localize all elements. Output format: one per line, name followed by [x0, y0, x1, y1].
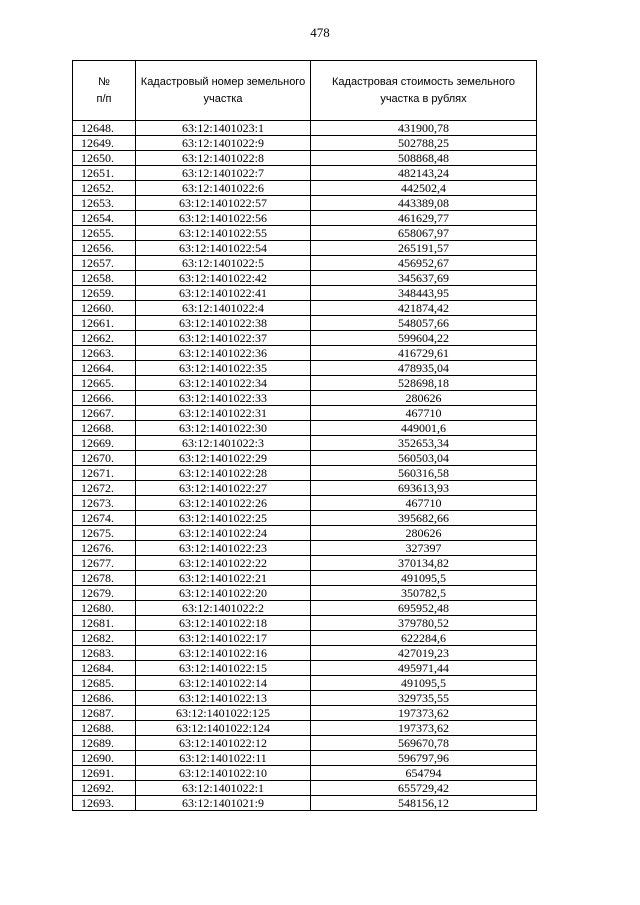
cadastral-number-cell: 63:12:1401022:7 — [136, 166, 311, 181]
table-row — [73, 361, 537, 376]
cadastral-value-cell: 442502,4 — [311, 181, 537, 196]
cadastral-value-table — [72, 60, 537, 811]
row-number-cell: 12689. — [73, 736, 136, 751]
table-row — [73, 391, 537, 406]
table-row — [73, 136, 537, 151]
row-number-cell: 12652. — [73, 181, 136, 196]
cadastral-value-cell: 456952,67 — [311, 256, 537, 271]
row-number-cell: 12655. — [73, 226, 136, 241]
row-number-cell: 12659. — [73, 286, 136, 301]
table-row — [73, 511, 537, 526]
cadastral-value-cell: 379780,52 — [311, 616, 537, 631]
table-row — [73, 736, 537, 751]
row-number-cell: 12690. — [73, 751, 136, 766]
cadastral-value-cell: 348443,95 — [311, 286, 537, 301]
cadastral-value-cell: 327397 — [311, 541, 537, 556]
table-row — [73, 421, 537, 436]
table-row — [73, 226, 537, 241]
cadastral-number-cell: 63:12:1401022:18 — [136, 616, 311, 631]
row-number-cell: 12667. — [73, 406, 136, 421]
cadastral-value-cell: 508868,48 — [311, 151, 537, 166]
cadastral-value-cell: 329735,55 — [311, 691, 537, 706]
cadastral-value-cell: 548057,66 — [311, 316, 537, 331]
cadastral-number-cell: 63:12:1401022:55 — [136, 226, 311, 241]
table-row — [73, 376, 537, 391]
table-row — [73, 541, 537, 556]
table-row — [73, 676, 537, 691]
row-number-cell: 12658. — [73, 271, 136, 286]
cadastral-value-cell: 197373,62 — [311, 721, 537, 736]
cadastral-value-cell: 482143,24 — [311, 166, 537, 181]
cadastral-value-cell: 599604,22 — [311, 331, 537, 346]
row-number-cell: 12680. — [73, 601, 136, 616]
cadastral-number-cell: 63:12:1401022:2 — [136, 601, 311, 616]
cadastral-value-cell: 548156,12 — [311, 796, 537, 811]
cadastral-number-cell: 63:12:1401022:125 — [136, 706, 311, 721]
cadastral-value-cell: 495971,44 — [311, 661, 537, 676]
table-row — [73, 721, 537, 736]
row-number-cell: 12654. — [73, 211, 136, 226]
row-number-cell: 12656. — [73, 241, 136, 256]
row-number-cell: 12684. — [73, 661, 136, 676]
row-number-cell: 12670. — [73, 451, 136, 466]
cadastral-number-cell: 63:12:1401022:26 — [136, 496, 311, 511]
cadastral-number-cell: 63:12:1401022:57 — [136, 196, 311, 211]
cadastral-value-cell: 443389,08 — [311, 196, 537, 211]
row-number-cell: 12674. — [73, 511, 136, 526]
cadastral-value-cell: 560503,04 — [311, 451, 537, 466]
cadastral-value-cell: 693613,93 — [311, 481, 537, 496]
table-row — [73, 601, 537, 616]
table-row — [73, 661, 537, 676]
row-number-cell: 12660. — [73, 301, 136, 316]
table-row — [73, 556, 537, 571]
cadastral-value-cell: 560316,58 — [311, 466, 537, 481]
table-row — [73, 406, 537, 421]
cadastral-number-cell: 63:12:1401022:1 — [136, 781, 311, 796]
row-number-cell: 12662. — [73, 331, 136, 346]
row-number-cell: 12648. — [73, 121, 136, 136]
cadastral-value-cell: 467710 — [311, 406, 537, 421]
row-number-cell: 12653. — [73, 196, 136, 211]
table-row — [73, 436, 537, 451]
row-number-cell: 12651. — [73, 166, 136, 181]
cadastral-number-cell: 63:12:1401022:5 — [136, 256, 311, 271]
cadastral-number-cell: 63:12:1401022:27 — [136, 481, 311, 496]
cadastral-number-cell: 63:12:1401022:3 — [136, 436, 311, 451]
row-number-cell: 12679. — [73, 586, 136, 601]
cadastral-number-cell: 63:12:1401022:8 — [136, 151, 311, 166]
table-row — [73, 751, 537, 766]
cadastral-number-cell: 63:12:1401022:37 — [136, 331, 311, 346]
row-number-cell: 12663. — [73, 346, 136, 361]
row-number-cell: 12650. — [73, 151, 136, 166]
table-row — [73, 466, 537, 481]
row-number-cell: 12666. — [73, 391, 136, 406]
table-row — [73, 616, 537, 631]
cadastral-number-cell: 63:12:1401022:33 — [136, 391, 311, 406]
row-number-cell: 12678. — [73, 571, 136, 586]
table-row — [73, 316, 537, 331]
cadastral-value-cell: 491095,5 — [311, 676, 537, 691]
table-row — [73, 271, 537, 286]
row-number-cell: 12669. — [73, 436, 136, 451]
cadastral-number-cell: 63:12:1401021:9 — [136, 796, 311, 811]
cadastral-value-cell: 280626 — [311, 526, 537, 541]
header-row-number — [73, 61, 136, 121]
row-number-cell: 12677. — [73, 556, 136, 571]
cadastral-value-cell: 395682,66 — [311, 511, 537, 526]
table-row — [73, 496, 537, 511]
cadastral-value-cell: 478935,04 — [311, 361, 537, 376]
table-row — [73, 256, 537, 271]
cadastral-number-cell: 63:12:1401023:1 — [136, 121, 311, 136]
cadastral-number-cell: 63:12:1401022:38 — [136, 316, 311, 331]
table-row — [73, 571, 537, 586]
table-row — [73, 781, 537, 796]
header-pp: п/п — [96, 92, 112, 105]
row-number-cell: 12672. — [73, 481, 136, 496]
cadastral-value-cell: 421874,42 — [311, 301, 537, 316]
cadastral-value-cell: 596797,96 — [311, 751, 537, 766]
table-row — [73, 766, 537, 781]
row-number-cell: 12692. — [73, 781, 136, 796]
cadastral-value-cell: 654794 — [311, 766, 537, 781]
table-row — [73, 586, 537, 601]
cadastral-number-cell: 63:12:1401022:16 — [136, 646, 311, 661]
table-row — [73, 181, 537, 196]
cadastral-value-cell: 467710 — [311, 496, 537, 511]
row-number-cell: 12693. — [73, 796, 136, 811]
cadastral-number-cell: 63:12:1401022:30 — [136, 421, 311, 436]
row-number-cell: 12665. — [73, 376, 136, 391]
cadastral-number-cell: 63:12:1401022:12 — [136, 736, 311, 751]
page-number: 478 — [310, 25, 330, 40]
cadastral-number-cell: 63:12:1401022:10 — [136, 766, 311, 781]
cadastral-value-cell: 265191,57 — [311, 241, 537, 256]
header-number-sign: № — [98, 75, 110, 88]
row-number-cell: 12661. — [73, 316, 136, 331]
cadastral-number-cell: 63:12:1401022:22 — [136, 556, 311, 571]
table-row — [73, 796, 537, 811]
cadastral-number-cell: 63:12:1401022:11 — [136, 751, 311, 766]
row-number-cell: 12668. — [73, 421, 136, 436]
row-number-cell: 12675. — [73, 526, 136, 541]
cadastral-number-cell: 63:12:1401022:35 — [136, 361, 311, 376]
cadastral-number-cell: 63:12:1401022:25 — [136, 511, 311, 526]
cadastral-value-cell: 502788,25 — [311, 136, 537, 151]
cadastral-value-cell: 655729,42 — [311, 781, 537, 796]
cadastral-value-cell: 622284,6 — [311, 631, 537, 646]
cadastral-number-cell: 63:12:1401022:17 — [136, 631, 311, 646]
table-row — [73, 346, 537, 361]
table-header-row — [73, 61, 537, 121]
table-row — [73, 286, 537, 301]
row-number-cell: 12664. — [73, 361, 136, 376]
table-row — [73, 241, 537, 256]
table-row — [73, 691, 537, 706]
cadastral-number-cell: 63:12:1401022:56 — [136, 211, 311, 226]
cadastral-number-cell: 63:12:1401022:54 — [136, 241, 311, 256]
row-number-cell: 12683. — [73, 646, 136, 661]
cadastral-number-cell: 63:12:1401022:36 — [136, 346, 311, 361]
table-row — [73, 151, 537, 166]
table-row — [73, 646, 537, 661]
cadastral-value-cell: 345637,69 — [311, 271, 537, 286]
cadastral-number-cell: 63:12:1401022:24 — [136, 526, 311, 541]
cadastral-value-cell: 658067,97 — [311, 226, 537, 241]
cadastral-number-cell: 63:12:1401022:34 — [136, 376, 311, 391]
table-row — [73, 196, 537, 211]
table-row — [73, 301, 537, 316]
cadastral-value-cell: 528698,18 — [311, 376, 537, 391]
row-number-cell: 12685. — [73, 676, 136, 691]
table-row — [73, 706, 537, 721]
table-row — [73, 526, 537, 541]
row-number-cell: 12673. — [73, 496, 136, 511]
cadastral-number-cell: 63:12:1401022:29 — [136, 451, 311, 466]
row-number-cell: 12671. — [73, 466, 136, 481]
cadastral-number-cell: 63:12:1401022:124 — [136, 721, 311, 736]
cadastral-value-cell: 461629,77 — [311, 211, 537, 226]
cadastral-number-cell: 63:12:1401022:41 — [136, 286, 311, 301]
row-number-cell: 12649. — [73, 136, 136, 151]
cadastral-number-cell: 63:12:1401022:28 — [136, 466, 311, 481]
cadastral-number-cell: 63:12:1401022:4 — [136, 301, 311, 316]
header-cadastral-number: Кадастровый номер земельного участка — [136, 61, 311, 121]
cadastral-value-cell: 569670,78 — [311, 736, 537, 751]
cadastral-number-cell: 63:12:1401022:23 — [136, 541, 311, 556]
row-number-cell: 12688. — [73, 721, 136, 736]
cadastral-number-cell: 63:12:1401022:20 — [136, 586, 311, 601]
cadastral-number-cell: 63:12:1401022:15 — [136, 661, 311, 676]
table-row — [73, 451, 537, 466]
cadastral-number-cell: 63:12:1401022:31 — [136, 406, 311, 421]
table-body — [73, 121, 537, 811]
table-row — [73, 211, 537, 226]
row-number-cell: 12687. — [73, 706, 136, 721]
table-row — [73, 631, 537, 646]
cadastral-value-cell: 280626 — [311, 391, 537, 406]
cadastral-number-cell: 63:12:1401022:42 — [136, 271, 311, 286]
table-row — [73, 121, 537, 136]
cadastral-value-cell: 449001,6 — [311, 421, 537, 436]
cadastral-number-cell: 63:12:1401022:21 — [136, 571, 311, 586]
cadastral-value-cell: 695952,48 — [311, 601, 537, 616]
cadastral-value-cell: 350782,5 — [311, 586, 537, 601]
cadastral-value-cell: 197373,62 — [311, 706, 537, 721]
cadastral-number-cell: 63:12:1401022:14 — [136, 676, 311, 691]
cadastral-value-cell: 416729,61 — [311, 346, 537, 361]
header-cadastral-value: Кадастровая стоимость земельного участка в рублях — [311, 61, 537, 121]
row-number-cell: 12681. — [73, 616, 136, 631]
table-row — [73, 166, 537, 181]
cadastral-number-cell: 63:12:1401022:6 — [136, 181, 311, 196]
row-number-cell: 12686. — [73, 691, 136, 706]
table-row — [73, 331, 537, 346]
row-number-cell: 12657. — [73, 256, 136, 271]
cadastral-number-cell: 63:12:1401022:9 — [136, 136, 311, 151]
row-number-cell: 12691. — [73, 766, 136, 781]
row-number-cell: 12676. — [73, 541, 136, 556]
cadastral-value-cell: 427019,23 — [311, 646, 537, 661]
table-row — [73, 481, 537, 496]
cadastral-number-cell: 63:12:1401022:13 — [136, 691, 311, 706]
cadastral-value-cell: 431900,78 — [311, 121, 537, 136]
cadastral-value-cell: 370134,82 — [311, 556, 537, 571]
cadastral-value-cell: 352653,34 — [311, 436, 537, 451]
cadastral-value-cell: 491095,5 — [311, 571, 537, 586]
row-number-cell: 12682. — [73, 631, 136, 646]
